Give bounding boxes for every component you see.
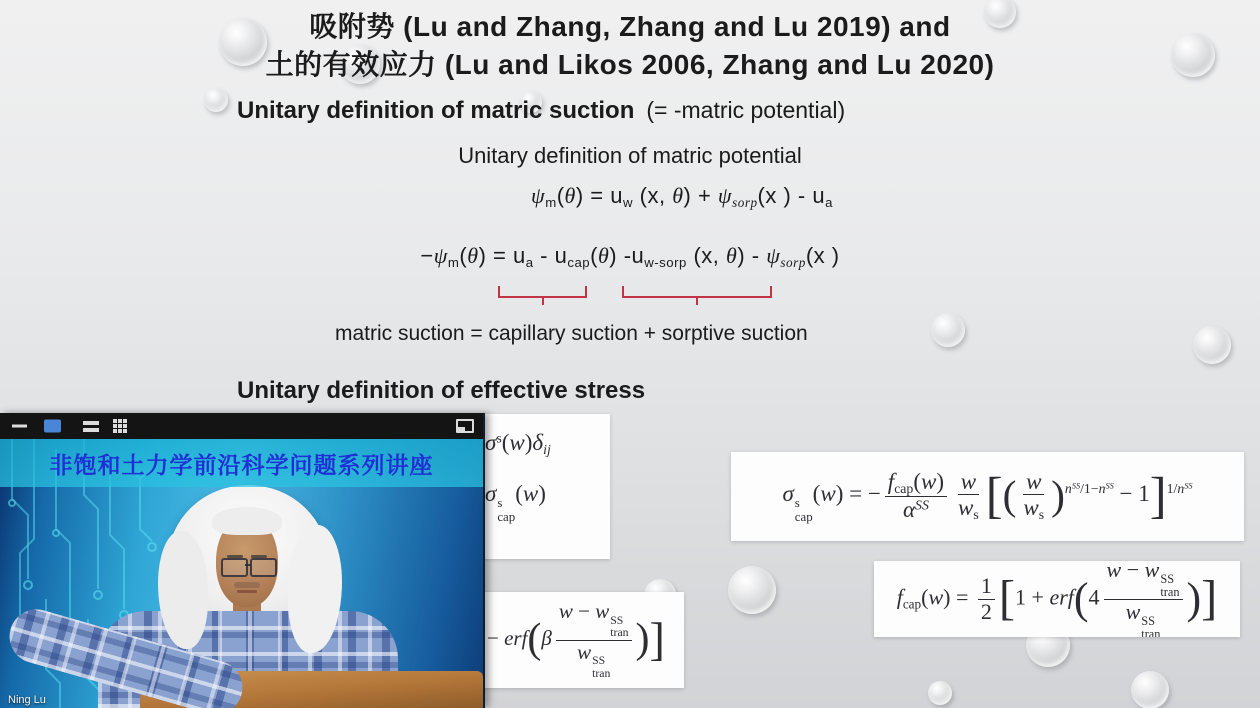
slide-title-line2: 土的有效应力 (Lu and Likos 2006, Zhang and Lu 2020): [265, 49, 995, 80]
slide-title-line1: 吸附势 (Lu and Zhang, Zhang and Lu 2019) and: [309, 11, 951, 42]
heading-effective-stress: Unitary definition of effective stress: [237, 377, 646, 404]
underbrace-capillary: [498, 286, 587, 298]
thumbnail-view-icon[interactable]: [44, 420, 61, 433]
heading-matric-suction-bold: Unitary definition of matric suction: [237, 97, 635, 124]
bubble-decoration: [931, 313, 965, 347]
heading-matric-potential: Unitary definition of matric potential: [458, 143, 802, 168]
lecture-banner: [0, 439, 483, 487]
equation-sigma-cap: σ s cap (w) = − fcap(w) $\alpha^{SS}$ $\frac{w}{ws}$ [( $\frac{w}{ws}$ )$^{n^{SS}/1-n^{SS}}$ − 1]$^{1/n^{SS}}$: [782, 467, 1193, 524]
speaker-name-label: Ning Lu: [8, 694, 46, 706]
equation-box-f-cap: [874, 561, 1240, 637]
fragment-erf: − erf(β w − w SS tran w SS tran )]: [487, 598, 665, 680]
fragment-sigma-cap: σ s cap (w): [485, 480, 546, 524]
bubble-decoration: [1131, 671, 1169, 708]
grid-view-icon[interactable]: [113, 419, 117, 423]
underbrace-sorptive: [622, 286, 772, 298]
video-titlebar[interactable]: [0, 413, 483, 439]
equation-matric-potential: ψm(θ) = uw (x, θ) + ψsorp(x ) - ua: [531, 183, 833, 210]
glasses-lens: [250, 558, 277, 577]
equation-box-erf-fragment: [481, 592, 684, 688]
heading-matric-suction-note: (= -matric potential): [646, 97, 846, 123]
lecture-banner-text: 非饱和土力学前沿科学问题系列讲座: [49, 451, 434, 478]
glasses-lens: [221, 558, 248, 577]
suction-identity-line: matric suction = capillary suction + sorptive suction: [335, 322, 808, 345]
minimize-icon[interactable]: [12, 425, 27, 428]
list-view-icon[interactable]: [83, 421, 99, 425]
speaker-mouth: [237, 590, 257, 593]
fragment-sigma-delta: $\sigma^s(w)\delta ij$: [485, 430, 551, 458]
speaker-hair-fringe: [212, 507, 282, 535]
equation-matric-suction: −ψm(θ) = ua - ucap(θ) -uw-sorp (x, θ) - ψsorp(x ): [420, 243, 840, 270]
bubble-decoration: [1193, 326, 1231, 364]
bubble-decoration: [728, 566, 776, 614]
layout-pip-icon[interactable]: [456, 419, 474, 433]
speaker-video-window[interactable]: [0, 413, 485, 708]
video-frame: [0, 439, 483, 708]
bubble-decoration: [204, 88, 228, 112]
glasses-bridge: [245, 564, 251, 566]
heading-matric-suction: [237, 97, 845, 125]
equation-box-sigma-cap: [731, 452, 1244, 541]
speaker-mustache: [234, 582, 260, 588]
equation-box-stress-fragments: [481, 414, 610, 559]
bubble-decoration: [928, 681, 952, 705]
equation-f-cap: fcap(w) = $\frac{1}{2}$ [1 + erf(4 w − w SS tran w SS tran )]: [897, 561, 1218, 637]
